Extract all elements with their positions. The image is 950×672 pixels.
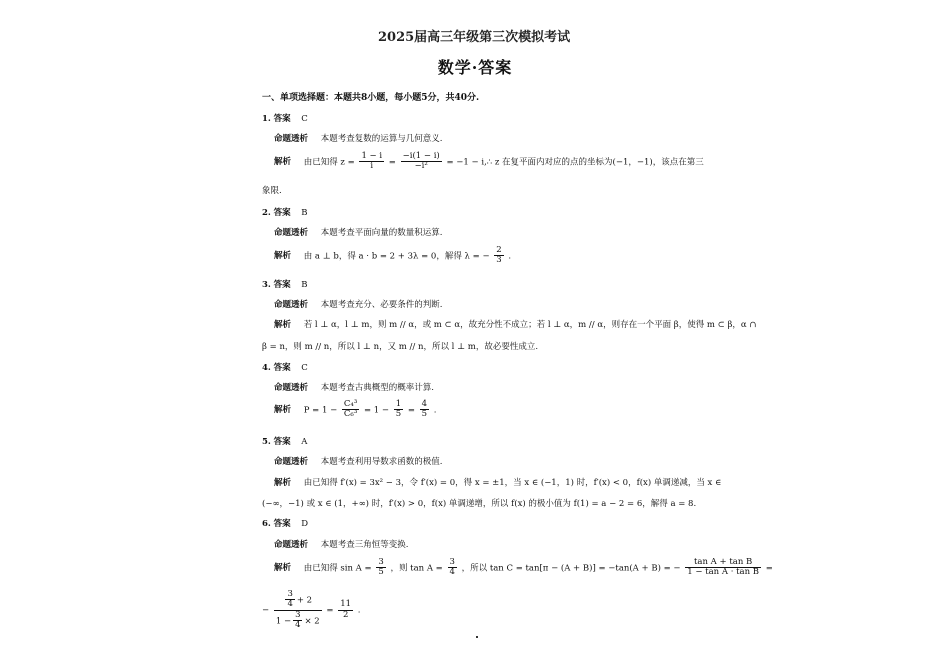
analysis-continuation-q6 [262, 590, 360, 630]
fraction: $\frac{3}{4}$ [449, 557, 455, 578]
intent-label: 命题透析 [274, 228, 309, 238]
analysis-text-pre: P = 1 − [303, 405, 338, 416]
intent-text: 本题考查利用导数求函数的极值. [320, 457, 443, 467]
answer-label: 答案 [273, 519, 291, 529]
answer-value: B [301, 208, 308, 218]
question-number: 4. [262, 363, 271, 373]
analysis-text: 由已知得 f′(x) = 3x² − 3，令 f′(x) = 0，得 x = ±1，当 x ∈ (−1，1) 时，f′(x) < 0，f(x) 单调递减，当 x ∈ [303, 478, 722, 488]
equals-sign: = [326, 605, 334, 616]
intent-line-q5 [274, 455, 442, 467]
answer-line-q6 [262, 517, 308, 529]
fraction: $\frac{\text{C₄³}}{\text{C₆³}}$ [343, 399, 358, 420]
question-number: 3. [262, 280, 271, 290]
answer-label: 答案 [273, 280, 291, 290]
analysis-label: 解析 [274, 478, 292, 488]
analysis-line-q4 [274, 400, 436, 420]
analysis-line-q6 [274, 558, 773, 578]
minus-sign: − [262, 605, 270, 616]
intent-label: 命题透析 [274, 383, 309, 393]
analysis-line-q3 [274, 318, 757, 330]
analysis-text-post: = −1 − i,∴ z 在复平面内对应的点的坐标为(−1，−1)，该点在第三 [446, 157, 704, 168]
analysis-label: 解析 [274, 251, 292, 262]
fraction: $\frac{1}{5}$ [395, 399, 402, 420]
analysis-text: 若 l ⊥ α，l ⊥ m，则 m // α，或 m ⊂ α，故充分性不成立；若 l ⊥ α，m // α，则存在一个平面 β，使得 m ⊂ β，α ∩ [303, 320, 757, 330]
analysis-text-post: . [508, 251, 512, 262]
equals-sign: = [388, 157, 396, 168]
intent-label: 命题透析 [274, 134, 309, 144]
fraction: $\frac{\text{tan A + tan B}}{\text{1 − tan A · tan B}}$ [687, 557, 760, 578]
intent-line-q3 [274, 298, 442, 310]
fraction: $\frac{11}{2}$ [340, 599, 352, 620]
question-number: 6. [262, 519, 271, 529]
fraction: $\frac{3}{5}$ [378, 557, 384, 578]
answer-label: 答案 [273, 363, 291, 373]
analysis-text-post: . [433, 405, 437, 416]
analysis-line-q2 [274, 246, 511, 266]
question-number: 1. [262, 114, 271, 124]
analysis-continuation-q5: (−∞，−1) 或 x ∈ (1，+∞) 时，f′(x) > 0，f(x) 单调递增，所以 f(x) 的极小值为 f(1) = a − 2 = 6，解得 a = 8. [262, 499, 697, 509]
analysis-text-mid: = 1 − [363, 405, 389, 416]
analysis-label: 解析 [274, 563, 292, 574]
intent-label: 命题透析 [274, 457, 309, 467]
answer-value: A [301, 437, 308, 447]
answer-line-q3 [262, 278, 308, 290]
fraction: $\frac{-i(1 - i)}{\text{−i²}}$ [402, 151, 440, 172]
answer-line-q5 [262, 435, 307, 447]
answer-value: C [301, 114, 308, 124]
intent-line-q4 [274, 381, 434, 393]
fraction: $\frac{2}{3}$ [496, 245, 502, 266]
analysis-line-q1 [274, 152, 704, 172]
equals-sign: = [407, 405, 415, 416]
intent-label: 命题透析 [274, 540, 309, 550]
analysis-text-pre: 由已知得 z = [303, 157, 355, 168]
intent-text: 本题考查平面向量的数量积运算. [320, 228, 443, 238]
answer-label: 答案 [273, 208, 291, 218]
page-title: 数学·答案 [437, 58, 513, 77]
analysis-line-q5 [274, 476, 721, 488]
analysis-label: 解析 [274, 405, 292, 416]
analysis-text-mid: ，则 tan A = [390, 563, 443, 574]
section-heading: 一、单项选择题：本题共8小题，每小题5分，共40分. [262, 93, 480, 103]
answer-line-q2 [262, 206, 308, 218]
answer-value: C [301, 363, 308, 373]
analysis-continuation-q3: β = n，则 m // n，所以 l ⊥ n，又 m // n，所以 l ⊥ m，故必要性成立. [262, 342, 539, 352]
analysis-continuation-q1: 象限. [262, 186, 282, 196]
question-number: 2. [262, 208, 271, 218]
answer-label: 答案 [273, 114, 291, 124]
compound-fraction: $\frac{3}{4}$ + 2 1 − $\frac{3}{4}$ × 2 [275, 589, 320, 631]
intent-text: 本题考查古典概型的概率计算. [320, 383, 434, 393]
question-number: 5. [262, 437, 271, 447]
analysis-label: 解析 [274, 320, 292, 330]
period: . [357, 605, 361, 616]
intent-line-q6 [274, 538, 408, 550]
fraction: $\frac{4}{5}$ [421, 399, 428, 420]
intent-text: 本题考查充分、必要条件的判断. [320, 300, 443, 310]
intent-line-q1 [274, 132, 442, 144]
analysis-text-pre: 由已知得 sin A = [303, 563, 372, 574]
answer-line-q1 [262, 112, 308, 124]
exam-header-cropped: 2025届高三年级第三次模拟考试 [378, 30, 571, 45]
analysis-label: 解析 [274, 157, 292, 168]
answer-line-q4 [262, 361, 308, 373]
analysis-text-mid: ，所以 tan C = tan[π − (A + B)] = −tan(A + B) = − [461, 563, 681, 574]
analysis-text-post: = [765, 563, 773, 574]
analysis-text-pre: 由 a ⊥ b，得 a · b = 2 + 3λ = 0，解得 λ = − [303, 251, 490, 262]
intent-label: 命题透析 [274, 300, 309, 310]
answer-value: B [301, 280, 308, 290]
intent-text: 本题考查三角恒等变换. [320, 540, 409, 550]
intent-line-q2 [274, 226, 442, 238]
page-mark [476, 636, 478, 638]
fraction: $\frac{1 - i}{i}$ [361, 151, 383, 172]
answer-label: 答案 [273, 437, 291, 447]
answer-value: D [301, 519, 309, 529]
intent-text: 本题考查复数的运算与几何意义. [320, 134, 443, 144]
